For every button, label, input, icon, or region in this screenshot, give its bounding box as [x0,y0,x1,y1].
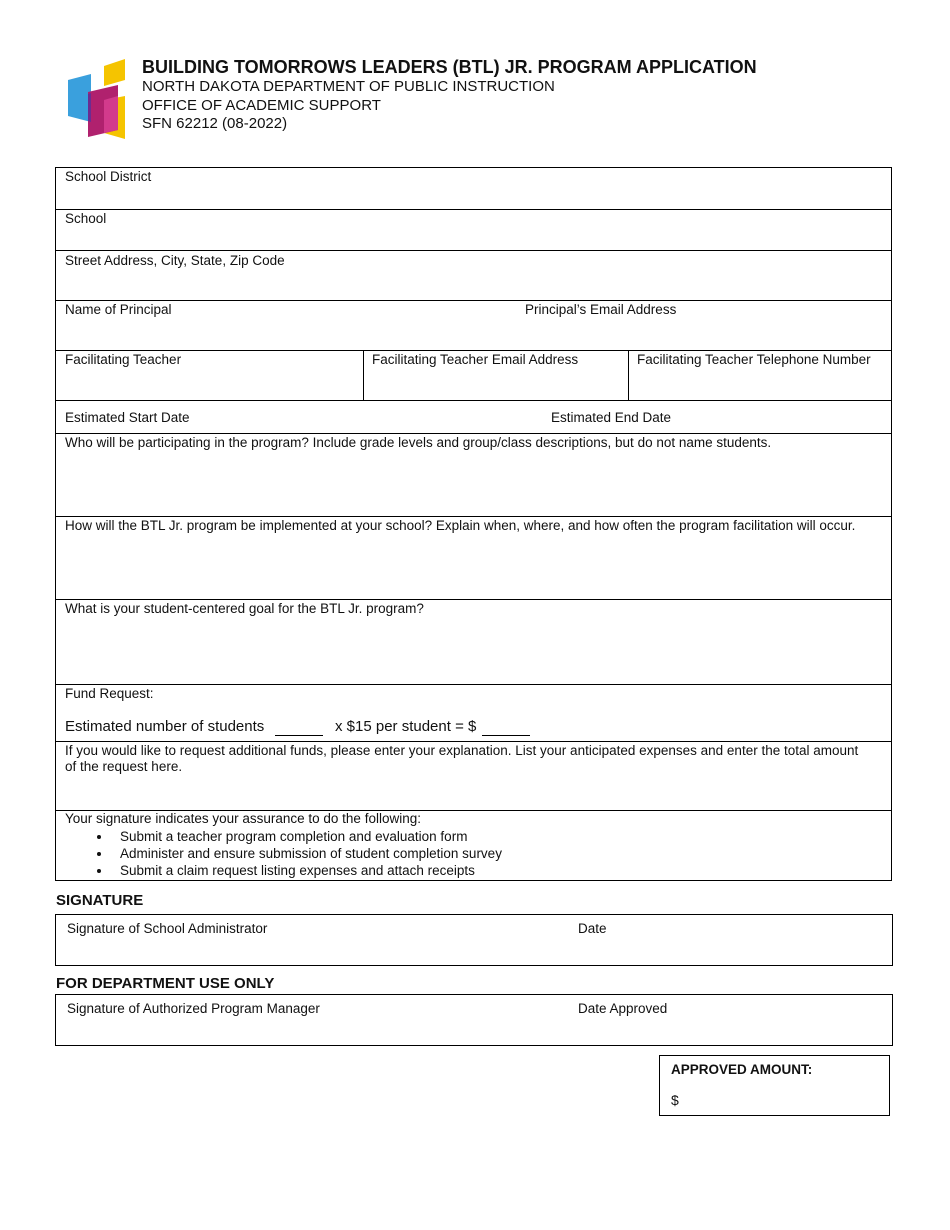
approved-amount-label: APPROVED AMOUNT: [671,1062,813,1077]
manager-signature-field[interactable]: Signature of Authorized Program Manager [67,1001,320,1016]
department-box [55,994,893,1046]
principal-email-label[interactable]: Principal’s Email Address [525,302,677,317]
address-label: Street Address, City, State, Zip Code [65,253,285,268]
department-name: NORTH DAKOTA DEPARTMENT OF PUBLIC INSTRUCTION [142,78,555,95]
assurance-list [92,828,502,879]
implementation-question: How will the BTL Jr. program be implemented at your school? Explain when, where, and how often the program facilitation will occur. [65,518,856,533]
goal-question: What is your student-centered goal for the BTL Jr. program? [65,601,424,616]
student-count-label: Estimated number of students [65,718,265,735]
address-field[interactable] [56,251,891,301]
teacher-name-label[interactable]: Facilitating Teacher [65,352,182,367]
principal-row [56,301,891,351]
fund-rate-label: x $15 per student = $ [335,718,477,735]
student-count-blank[interactable] [275,721,323,736]
principal-name-label[interactable]: Name of Principal [65,302,172,317]
school-district-field[interactable] [56,168,891,210]
form-title: BUILDING TOMORROWS LEADERS (BTL) JR. PROGRAM APPLICATION [142,57,757,77]
admin-signature-field[interactable]: Signature of School Administrator [67,921,268,936]
school-label: School [65,211,107,226]
assurance-item: • Submit a claim request listing expenses and attach receipts [112,862,502,879]
teacher-email-label[interactable]: Facilitating Teacher Email Address [372,352,579,367]
approved-amount-currency: $ [671,1092,679,1108]
teacher-divider-2 [628,351,629,400]
signature-date-field[interactable]: Date [578,921,607,936]
department-use-heading: FOR DEPARTMENT USE ONLY [56,975,275,992]
teacher-row [56,351,891,401]
ndpi-logo [66,58,128,140]
date-approved-field[interactable]: Date Approved [578,1001,668,1016]
additional-funds-field[interactable] [56,742,891,811]
teacher-phone-label[interactable]: Facilitating Teacher Telephone Number [637,352,871,367]
assurance-intro: Your signature indicates your assurance to do the following: [65,811,421,826]
end-date-label[interactable]: Estimated End Date [551,410,672,425]
approved-amount-box[interactable] [659,1055,890,1116]
goal-field[interactable] [56,600,891,685]
dates-row [56,401,891,434]
school-district-label: School District [65,169,152,184]
fund-total-blank[interactable] [482,721,530,736]
fund-request-label: Fund Request: [65,686,154,701]
form-number: SFN 62212 (08-2022) [142,115,288,132]
school-field[interactable] [56,210,891,251]
assurance-item: • Administer and ensure submission of student completion survey [112,845,502,862]
assurances-section [56,811,891,881]
start-date-label[interactable]: Estimated Start Date [65,410,190,425]
teacher-divider-1 [363,351,364,400]
participants-question: Who will be participating in the program? Include grade levels and group/class descriptions, but do not name students. [65,435,772,450]
application-form [55,167,892,881]
signature-box [55,914,893,966]
office-name: OFFICE OF ACADEMIC SUPPORT [142,96,381,114]
assurance-item: • Submit a teacher program completion and evaluation form [112,828,502,845]
participants-field[interactable] [56,434,891,517]
implementation-field[interactable] [56,517,891,600]
signature-heading: SIGNATURE [56,892,144,909]
form-header [142,56,757,134]
additional-funds-label: If you would like to request additional funds, please enter your explanation. List your anticipated expenses and enter the total amount of the request here. [65,743,859,774]
fund-request-row [56,685,891,742]
